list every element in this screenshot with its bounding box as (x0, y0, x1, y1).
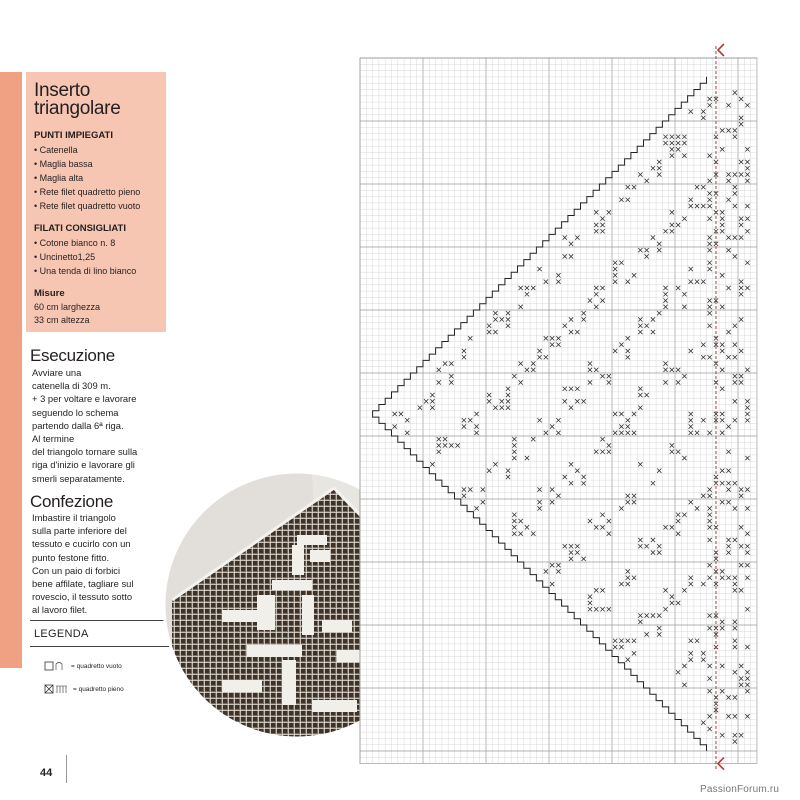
legend-label: = quadretto pieno (73, 685, 124, 693)
list-item: • Rete filet quadretto vuoto (34, 201, 141, 211)
text-line: Avviare una (32, 367, 82, 378)
page-title (34, 82, 158, 118)
text-line: del triangolo tornare sulla (32, 446, 138, 458)
text-line: partendo dalla 6ª riga. (32, 419, 124, 431)
text-line: riga d'inizio e lavorare gli (32, 459, 135, 471)
execution-heading: Esecuzione (30, 346, 115, 365)
stitches-heading: PUNTI IMPIEGATI (34, 130, 113, 141)
legend-divider (30, 646, 170, 647)
legend-label: = quadretto vuoto (71, 662, 122, 670)
arrow-top-icon (718, 44, 724, 56)
measures-heading: Misure (34, 288, 65, 299)
text-line: sulla parte inferiore del (32, 525, 127, 537)
list-item: • Rete filet quadretto pieno (34, 187, 141, 197)
yarns-heading: FILATI CONSIGLIATI (34, 223, 126, 234)
list-item: • Cotone bianco n. 8 (34, 238, 116, 248)
yarns-list (34, 236, 158, 278)
text-line: + 3 per voltare e lavorare (32, 393, 137, 405)
list-item: • Catenella (34, 145, 78, 155)
text-line: punto festone fitto. (32, 551, 110, 563)
list-item: • Maglia alta (34, 173, 84, 183)
page-number: 44 (40, 767, 53, 779)
list-item: • Una tenda di lino bianco (34, 266, 137, 276)
legend-item-empty (44, 660, 122, 672)
page-number-divider (66, 755, 67, 783)
text-line: al lavoro filet. (32, 604, 88, 616)
filet-chart (356, 42, 766, 772)
text-line: seguendo lo schema (32, 406, 119, 418)
assembly-text (32, 511, 164, 617)
crossed-square-icon (44, 683, 70, 695)
accent-bar (0, 72, 22, 668)
text-line: Al termine (32, 433, 75, 445)
stitches-list (34, 143, 158, 213)
execution-text (32, 366, 164, 485)
title-line-1: Inserto (34, 80, 90, 101)
legend-divider (30, 620, 170, 621)
materials-box (26, 72, 166, 332)
legend-heading: LEGENDA (34, 628, 89, 640)
text-line: Con un paio di forbici (32, 564, 121, 576)
text-line: rovescio, il tessuto sotto (32, 591, 133, 603)
list-item: • Uncinetto1,25 (34, 252, 96, 262)
watermark: PassionForum.ru (700, 784, 780, 795)
legend-item-full (44, 683, 124, 695)
text-line: bene affilate, tagliare sul (32, 578, 134, 590)
empty-square-icon (44, 660, 68, 672)
measure-height: 33 cm altezza (34, 315, 90, 325)
text-line: smerli separatamente. (32, 472, 125, 484)
text-line: tessuto e cucirlo con un (32, 538, 131, 550)
measure-width: 60 cm larghezza (34, 302, 101, 312)
text-line: Imbastire il triangolo (32, 512, 116, 523)
assembly-heading: Confezione (30, 492, 114, 511)
list-item: • Maglia bassa (34, 159, 93, 169)
title-line-2: triangolare (34, 98, 121, 119)
text-line: catenella di 309 m. (32, 380, 111, 392)
